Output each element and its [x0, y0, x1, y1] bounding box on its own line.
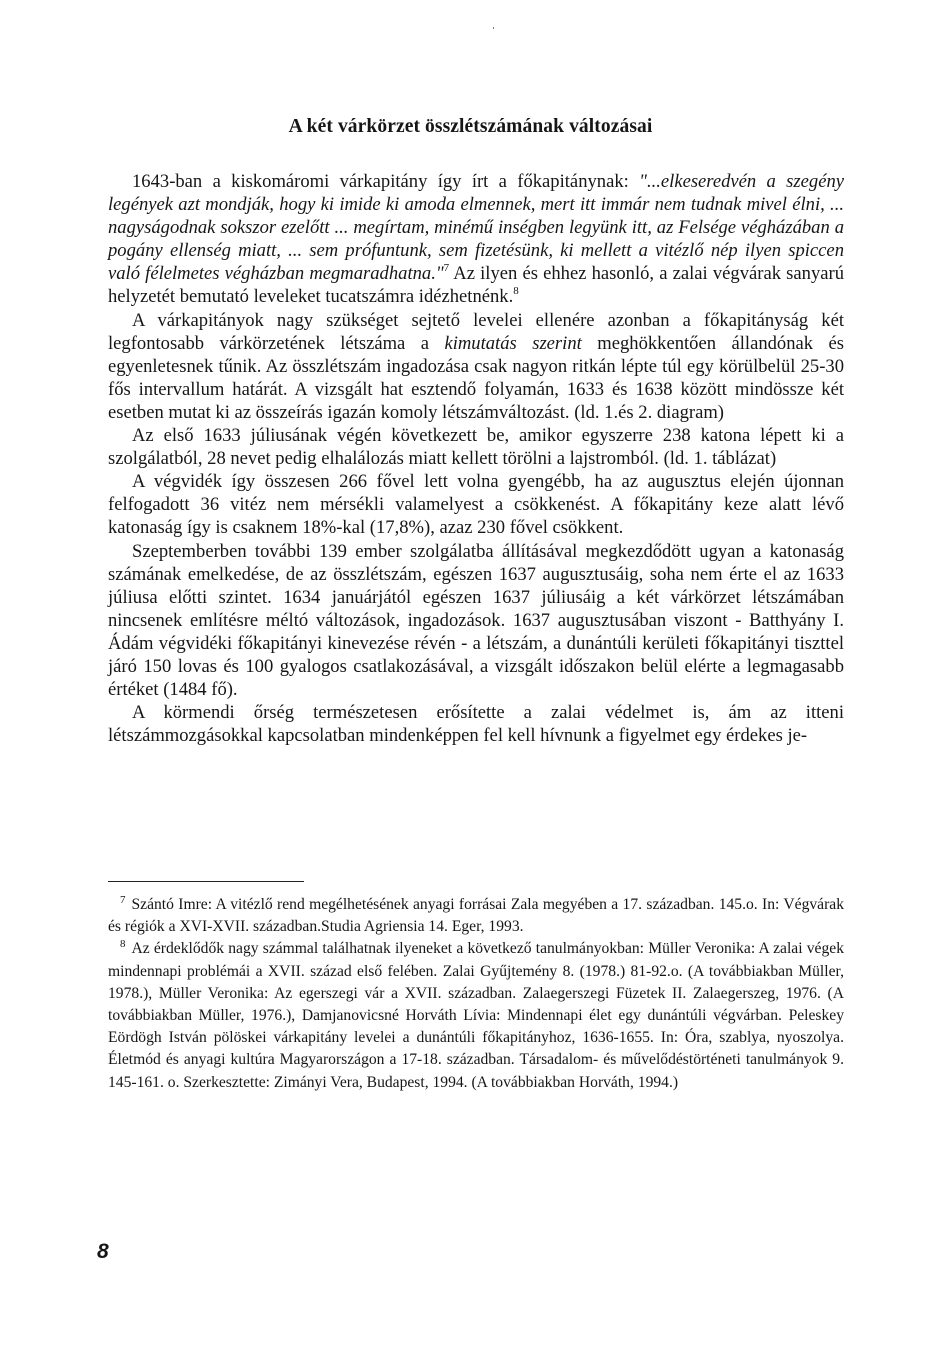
footnote-separator: [108, 881, 304, 882]
text-run: 1643-ban a kiskomáromi várkapitány így írt a főkapitánynak:: [132, 171, 640, 192]
italic-text: kimutatás szerint: [444, 332, 582, 354]
paragraph: [108, 170, 844, 309]
paragraph: [108, 424, 844, 470]
text-run: A végvidék így összesen 266 fővel lett volna gyengébb, ha az augusztus elején újonnan felfogadott 36 vitéz nem mérsékli valamelyest a csökkenést. A főkapitány keze alatt lévő katonaság így is csaknem 18%-kal (17,8%), azaz 230 fővel csökkent.: [108, 471, 844, 539]
footnote-reference: 8: [513, 285, 519, 298]
footnote-reference: 7: [443, 262, 450, 275]
footnote: [108, 938, 844, 1093]
text-run: Az első 1633 júliusának végén következett be, amikor egyszerre 238 katona lépett ki a szolgálatból, 28 nevet pedig elhalálozás miatt kellett törölni a lajstromból. (ld. 1. táblázat): [108, 425, 844, 470]
italic-text: "...elkeseredvén a szegény legények azt mondják, hogy ki imide ki amoda elmennek, mert itt immár nem tudnak mivel élni, ... nagyságodnak sokszor ezelőtt ... megírtam, minémű inségben legyünk itt, az Felsége végházában a pogány ellenség miatt, ... sem prófuntunk, sem fizetésünk, ki mellett a vitézlő nép ilyen spiccen való félelmetes végházban megmaradhatna.": [108, 171, 845, 285]
page-title: A két várkörzet összlétszámának változásai: [288, 116, 653, 137]
footnotes: [108, 894, 844, 1094]
body-text: [108, 170, 844, 747]
text-run: A várkapitányok nagy szükséget sejtető levelei ellenére azonban a főkapitányság két legfontosabb várkörzetének létszáma a: [108, 309, 844, 354]
text-run: Szeptemberben további 139 ember szolgálatba állításával megkezdődött ugyan a katonaság számának emelkedése, de az összlétszám, egészen 1637 augusztusáig, soha nem érte el az 1633 júliusa előtti szintet. 1634 januárjától egészen 1637 júliusáig a két várkörzet létszámában nincsenek említésre méltó változások, ingadozások. 1637 augusztusában viszont - Batthyány I. Ádám végvidéki főkapitányi kinevezése révén - a létszám, a dunántúli kerületi főkapitányi tiszttel járó 150 lovas és 100 gyalogos csatlakozásával, a vizsgált időszakon belül elérte a legmagasabb értéket (1484 fő).: [108, 540, 844, 701]
text-run: meghökkentően állandónak és egyenletesnek tűnik. Az összlétszám ingadozása csak nagyon ritkán lépte túl egy körülbelül 25-30 fős intervallum határát. A vizsgált hat esztendő folyamán, 1633 és 1638 között mindössze két esetben mutat ki az összeírás igazán komoly létszámváltozást. (ld. 1.és 2. diagram): [108, 332, 844, 423]
paragraph: [108, 540, 844, 702]
footnote-number: 8: [120, 938, 126, 951]
footnote-text: Az érdeklődők nagy számmal találhatnak ilyeneket a következő tanulmányokban: Müller Veronika: A zalai végek mindennapi problémái a XVII. század első felében. Zalai Gyűjtemény 8. (1978.) 81-92.o. (A továbbiakban Müller, 1978.), Müller Veronika: Az egerszegi vár a XVII. században. Zalaegerszegi Füzetek II. Zalaegerszeg, 1976. (A továbbiakban Müller, 1976.), Damjanovicsné Horváth Lívia: Mindennapi élet egy dunántúli végvárban. Peleskey Eördögh István pölöskei várkapitány levelei a dunántúli főkapitányhoz, 1636-1655. In: Óra, szablya, nyoszolya. Életmód és anyagi kultúra Magyarországon a 17-18. században. Társadalom- és művelődéstörténeti tanulmányok 9. 145-161. o. Szerkesztette: Zimányi Vera, Budapest, 1994. (A továbbiakban Horváth, 1994.): [108, 940, 844, 1091]
scan-speck: [493, 27, 494, 29]
footnote: [108, 894, 844, 938]
footnote-number: 7: [120, 894, 126, 906]
paragraph: [108, 309, 844, 424]
page-number: 8: [97, 1240, 109, 1263]
footnote-text: Szántó Imre: A vitézlő rend megélhetésének anyagi forrásai Zala megyében a 17. században. 145.o. In: Végvárak és régiók a XVI-XVII. században.Studia Agriensia 14. Eger, 1993.: [108, 896, 844, 936]
paragraph: [108, 470, 844, 539]
text-run: Az ilyen és ehhez hasonló, a zalai végvárak sanyarú helyzetét bemutató leveleket tucatszámra idézhetnénk.: [108, 263, 844, 308]
paragraph: [108, 701, 844, 747]
text-run: A körmendi őrség természetesen erősítette a zalai védelmet is, ám az itteni létszámmozgásokkal kapcsolatban mindenképpen fel kell hívnunk a figyelmet egy érdekes je-: [108, 702, 844, 747]
